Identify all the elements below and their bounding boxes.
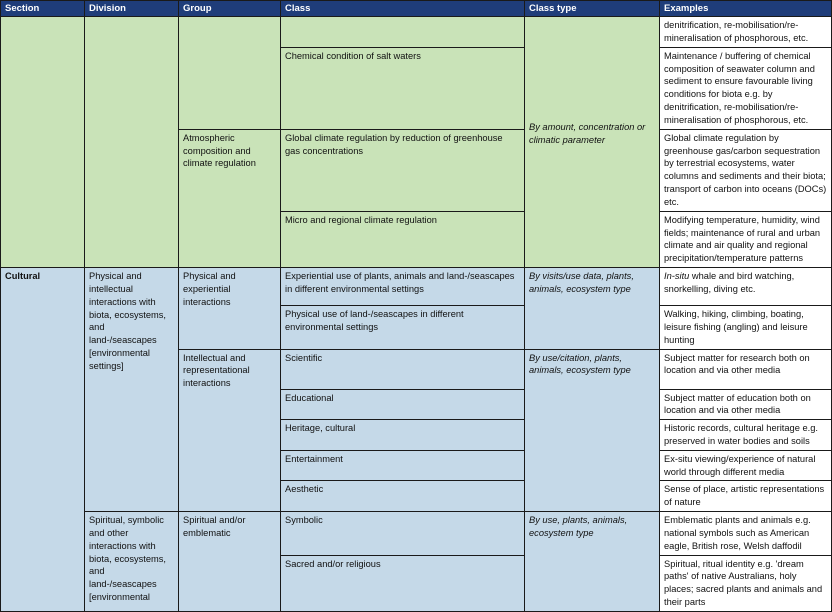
header-class: Class [281,1,525,17]
division-cell-physical-intellectual: Physical and intellectual interactions with biota, ecosystems, and land-/seascapes [environmental settings] [85,268,179,512]
class-type-cell-physical: By visits/use data, plants, animals, ecosystem type [525,268,660,349]
example-cell-top: denitrification, re-mobilisation/re-mineralisation of phosphorous, etc. [660,17,832,48]
class-cell-aesthetic: Aesthetic [281,481,525,512]
section-cell-cultural: Cultural [1,268,85,612]
group-cell-intellectual: Intellectual and representational interactions [179,349,281,512]
table-row [1,268,832,306]
example-cell-aesthetic: Sense of place, artistic representations of nature [660,481,832,512]
example-cell-physical-use: Walking, hiking, climbing, boating, leisure fishing (angling) and leisure hunting [660,306,832,349]
example-cell-symbolic: Emblematic plants and animals e.g. national symbols such as American eagle, British rose, Welsh daffodil [660,512,832,555]
section-cell-regulation [1,17,85,268]
example-cell-educational: Subject matter of education both on location and via other media [660,389,832,420]
group-cell-physical-experiential: Physical and experiential interactions [179,268,281,349]
division-cell-spiritual: Spiritual, symbolic and other interactions with biota, ecosystems, and land-/seascapes [environmental [85,512,179,612]
table-row [1,17,832,48]
class-cell-educational: Educational [281,389,525,420]
class-cell-top [281,17,525,48]
class-type-cell-intellectual: By use/citation, plants, animals, ecosystem type [525,349,660,512]
header-group: Group [179,1,281,17]
example-cell-heritage: Historic records, cultural heritage e.g. preserved in water bodies and soils [660,420,832,451]
class-cell-scientific: Scientific [281,349,525,389]
class-cell-global-climate: Global climate regulation by reduction of greenhouse gas concentrations [281,129,525,211]
class-cell-heritage: Heritage, cultural [281,420,525,451]
header-examples: Examples [660,1,832,17]
group-cell-water [179,17,281,130]
example-cell-global-climate: Global climate regulation by greenhouse gas/carbon sequestration by terrestrial ecosystems, water columns and sediments and their biota; transport of carbon into oceans (DOCs) etc. [660,129,832,211]
header-row [1,1,832,17]
example-cell-experiential-use [660,268,832,306]
class-type-cell-spiritual: By use, plants, animals, ecosystem type [525,512,660,612]
division-cell-regulation [85,17,179,268]
table-row [1,512,832,555]
class-cell-entertainment: Entertainment [281,450,525,481]
class-cell-experiential-use: Experiential use of plants, animals and land-/seascapes in different environmental settings [281,268,525,306]
header-section: Section [1,1,85,17]
group-cell-spiritual: Spiritual and/or emblematic [179,512,281,612]
example-experiential-rest: whale and bird watching, snorkelling, diving etc. [664,271,795,294]
example-cell-micro-climate: Modifying temperature, humidity, wind fields; maintenance of rural and urban climate and air quality and regional precipitation/temperature patterns [660,211,832,267]
class-cell-micro-climate: Micro and regional climate regulation [281,211,525,267]
example-experiential-italic: In-situ [664,271,690,282]
header-division: Division [85,1,179,17]
class-cell-sacred: Sacred and/or religious [281,555,525,611]
group-cell-atmospheric: Atmospheric composition and climate regulation [179,129,281,267]
class-type-cell-atmos [525,17,660,268]
class-cell-symbolic: Symbolic [281,512,525,555]
class-cell-salt-waters: Chemical condition of salt waters [281,47,525,129]
example-cell-salt-waters: Maintenance / buffering of chemical composition of seawater column and sediment to ensure favourable living conditions for biota e.g. by denitrification, re-mobilisation/re-mineralisation of phosphorous, etc. [660,47,832,129]
header-class-type: Class type [525,1,660,17]
class-type-global: By amount, concentration or climatic parameter [529,122,646,145]
example-cell-scientific: Subject matter for research both on location and via other media [660,349,832,389]
example-cell-entertainment: Ex-situ viewing/experience of natural world through different media [660,450,832,481]
class-cell-physical-use: Physical use of land-/seascapes in different environmental settings [281,306,525,349]
example-cell-sacred: Spiritual, ritual identity e.g. 'dream paths' of native Australians, holy places; sacred plants and animals and their parts [660,555,832,611]
